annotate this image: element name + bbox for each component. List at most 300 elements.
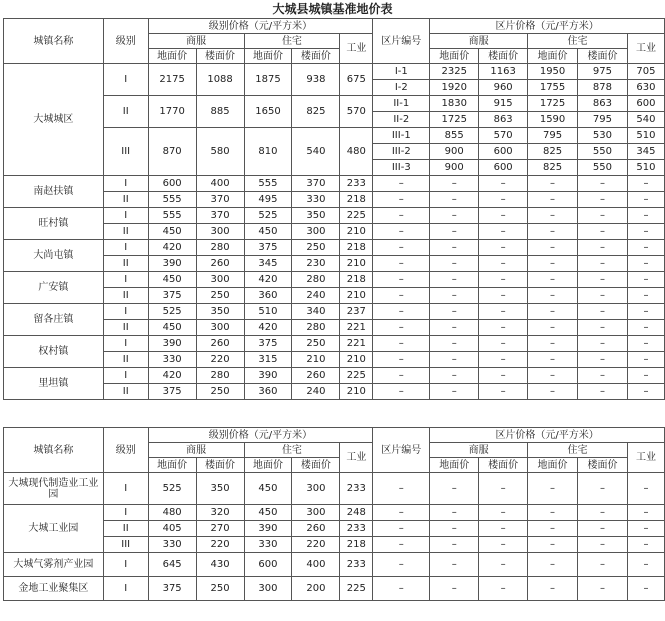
level-cell: I	[103, 505, 148, 521]
price-cell: 218	[340, 272, 373, 288]
price-cell: 280	[196, 368, 244, 384]
level-cell: I	[103, 336, 148, 352]
price-cell: 580	[196, 128, 244, 176]
price-cell: 400	[292, 553, 340, 577]
price-cell: 885	[196, 96, 244, 128]
empty-cell: –	[479, 176, 528, 192]
price-cell: 320	[196, 505, 244, 521]
town-header: 城镇名称	[4, 19, 104, 64]
price-cell: 495	[244, 192, 292, 208]
level-cell: II	[103, 96, 148, 128]
price-cell: 480	[148, 505, 196, 521]
empty-cell: –	[430, 537, 479, 553]
zone-price-cell: 1163	[479, 64, 528, 80]
zone-industrial-header: 工业	[627, 34, 664, 64]
zone-price-cell: 1725	[528, 96, 578, 112]
price-cell: 300	[196, 224, 244, 240]
table-row	[4, 272, 665, 288]
price-cell: 218	[340, 240, 373, 256]
empty-cell: –	[627, 240, 664, 256]
empty-cell: –	[430, 240, 479, 256]
empty-cell: –	[627, 192, 664, 208]
empty-cell: –	[627, 553, 664, 577]
empty-cell: –	[430, 192, 479, 208]
zone-price-cell: 530	[578, 128, 628, 144]
price-cell: 330	[292, 192, 340, 208]
empty-cell: –	[627, 537, 664, 553]
empty-cell: –	[528, 304, 578, 320]
empty-cell: –	[578, 473, 628, 505]
empty-cell: –	[578, 553, 628, 577]
price-cell: 248	[340, 505, 373, 521]
empty-cell: –	[528, 208, 578, 224]
empty-cell: –	[528, 288, 578, 304]
price-cell: 225	[340, 208, 373, 224]
table-row	[4, 368, 665, 384]
residential-header: 住宅	[244, 34, 340, 49]
table-row	[4, 320, 665, 336]
table-row	[4, 64, 665, 80]
price-cell: 825	[292, 96, 340, 128]
empty-cell: –	[528, 384, 578, 400]
table-row	[4, 304, 665, 320]
zone-price-cell: 345	[627, 144, 664, 160]
level-cell: I	[103, 208, 148, 224]
price-cell: 510	[244, 304, 292, 320]
price-cell: 221	[340, 320, 373, 336]
level-cell: II	[103, 521, 148, 537]
table-row	[4, 336, 665, 352]
zone-price-cell: 540	[627, 112, 664, 128]
empty-cell: –	[479, 224, 528, 240]
price-cell: 375	[148, 384, 196, 400]
empty-cell: –	[373, 553, 430, 577]
empty-cell: –	[528, 505, 578, 521]
price-cell: 420	[148, 368, 196, 384]
empty-cell: –	[430, 368, 479, 384]
empty-cell: –	[578, 192, 628, 208]
empty-cell: –	[479, 505, 528, 521]
zone-price-cell: 2325	[430, 64, 479, 80]
price-cell: 600	[244, 553, 292, 577]
level-cell: II	[103, 288, 148, 304]
empty-cell: –	[578, 368, 628, 384]
table-row	[4, 192, 665, 208]
price-cell: 220	[292, 537, 340, 553]
zone-price-cell: 878	[578, 80, 628, 96]
price-cell: 2175	[148, 64, 196, 96]
level-price-header: 级别价格（元/平方米）	[148, 19, 373, 34]
price-cell: 260	[292, 521, 340, 537]
zone-code: I-1	[373, 64, 430, 80]
town-name: 留各庄镇	[4, 304, 104, 336]
price-cell: 220	[196, 352, 244, 368]
price-cell: 360	[244, 384, 292, 400]
level-cell: I	[103, 176, 148, 192]
empty-cell: –	[373, 304, 430, 320]
price-cell: 280	[292, 272, 340, 288]
empty-cell: –	[578, 224, 628, 240]
price-cell: 450	[244, 505, 292, 521]
zone-price-cell: 1590	[528, 112, 578, 128]
zone-floor-price-header: 楼面价	[479, 49, 528, 64]
empty-cell: –	[479, 208, 528, 224]
empty-cell: –	[578, 256, 628, 272]
price-cell: 525	[148, 304, 196, 320]
price-cell: 390	[244, 521, 292, 537]
empty-cell: –	[373, 505, 430, 521]
empty-cell: –	[373, 336, 430, 352]
price-cell: 1770	[148, 96, 196, 128]
town-name: 里坦镇	[4, 368, 104, 400]
price-cell: 370	[196, 208, 244, 224]
zone-price-header: 区片价格（元/平方米）	[430, 428, 665, 443]
commercial-header: 商服	[148, 443, 244, 458]
level-cell: II	[103, 224, 148, 240]
price-cell: 555	[148, 208, 196, 224]
empty-cell: –	[479, 192, 528, 208]
price-cell: 250	[292, 336, 340, 352]
price-cell: 330	[244, 537, 292, 553]
empty-cell: –	[430, 320, 479, 336]
zone-price-cell: 915	[479, 96, 528, 112]
empty-cell: –	[627, 384, 664, 400]
price-cell: 221	[340, 336, 373, 352]
empty-cell: –	[430, 288, 479, 304]
empty-cell: –	[430, 577, 479, 601]
empty-cell: –	[578, 352, 628, 368]
empty-cell: –	[528, 553, 578, 577]
zone-price-cell: 960	[479, 80, 528, 96]
price-cell: 280	[292, 320, 340, 336]
price-cell: 870	[148, 128, 196, 176]
price-cell: 450	[148, 272, 196, 288]
price-cell: 390	[148, 336, 196, 352]
zone-price-cell: 795	[528, 128, 578, 144]
price-cell: 675	[340, 64, 373, 96]
empty-cell: –	[528, 224, 578, 240]
zone-floor-price-header: 楼面价	[578, 49, 628, 64]
floor-price-header: 楼面价	[292, 458, 340, 473]
zone-price-cell: 550	[578, 144, 628, 160]
empty-cell: –	[479, 553, 528, 577]
price-cell: 220	[196, 537, 244, 553]
table-row	[4, 240, 665, 256]
empty-cell: –	[627, 521, 664, 537]
empty-cell: –	[430, 352, 479, 368]
empty-cell: –	[627, 505, 664, 521]
zone-floor-price-header: 楼面价	[479, 458, 528, 473]
zone-code: III-2	[373, 144, 430, 160]
price-cell: 405	[148, 521, 196, 537]
town-name: 南赵扶镇	[4, 176, 104, 208]
zone-code-header: 区片编号	[373, 428, 430, 473]
price-cell: 810	[244, 128, 292, 176]
empty-cell: –	[373, 240, 430, 256]
price-cell: 430	[196, 553, 244, 577]
zone-land-price-header: 地面价	[528, 458, 578, 473]
empty-cell: –	[528, 192, 578, 208]
price-cell: 450	[244, 473, 292, 505]
zone-floor-price-header: 楼面价	[578, 458, 628, 473]
town-name: 旺村镇	[4, 208, 104, 240]
park-name: 大城工业园	[4, 505, 104, 553]
empty-cell: –	[373, 288, 430, 304]
empty-cell: –	[578, 304, 628, 320]
empty-cell: –	[528, 577, 578, 601]
zone-residential-header: 住宅	[528, 34, 628, 49]
zone-code-header: 区片编号	[373, 19, 430, 64]
empty-cell: –	[430, 384, 479, 400]
zone-price-cell: 510	[627, 128, 664, 144]
empty-cell: –	[627, 368, 664, 384]
empty-cell: –	[373, 224, 430, 240]
empty-cell: –	[528, 240, 578, 256]
empty-cell: –	[578, 521, 628, 537]
empty-cell: –	[627, 320, 664, 336]
empty-cell: –	[373, 256, 430, 272]
price-cell: 330	[148, 352, 196, 368]
zone-industrial-header: 工业	[627, 443, 664, 473]
table1-body	[4, 64, 665, 400]
floor-price-header: 楼面价	[292, 49, 340, 64]
table-row	[4, 288, 665, 304]
table-row	[4, 128, 665, 144]
empty-cell: –	[373, 473, 430, 505]
price-cell: 250	[196, 288, 244, 304]
empty-cell: –	[578, 320, 628, 336]
price-cell: 340	[292, 304, 340, 320]
price-cell: 375	[148, 288, 196, 304]
price-cell: 280	[196, 240, 244, 256]
empty-cell: –	[430, 208, 479, 224]
level-cell: I	[103, 368, 148, 384]
price-cell: 200	[292, 577, 340, 601]
price-cell: 233	[340, 473, 373, 505]
price-cell: 540	[292, 128, 340, 176]
price-cell: 375	[148, 577, 196, 601]
level-header: 级别	[103, 428, 148, 473]
price-cell: 420	[148, 240, 196, 256]
price-cell: 300	[196, 320, 244, 336]
table-title: 大城县城镇基准地价表	[272, 2, 393, 16]
empty-cell: –	[430, 521, 479, 537]
price-cell: 938	[292, 64, 340, 96]
price-cell: 210	[340, 288, 373, 304]
zone-code: II-1	[373, 96, 430, 112]
empty-cell: –	[373, 352, 430, 368]
empty-cell: –	[528, 352, 578, 368]
empty-cell: –	[627, 577, 664, 601]
table2-body	[4, 473, 665, 601]
empty-cell: –	[479, 577, 528, 601]
level-cell: III	[103, 537, 148, 553]
park-name: 大城现代制造业工业园	[4, 473, 104, 505]
price-cell: 420	[244, 272, 292, 288]
zone-price-cell: 550	[578, 160, 628, 176]
zone-price-cell: 825	[528, 160, 578, 176]
price-cell: 240	[292, 384, 340, 400]
empty-cell: –	[627, 256, 664, 272]
zone-land-price-header: 地面价	[528, 49, 578, 64]
industrial-header: 工业	[340, 443, 373, 473]
empty-cell: –	[627, 272, 664, 288]
zone-residential-header: 住宅	[528, 443, 628, 458]
zone-price-cell: 1920	[430, 80, 479, 96]
empty-cell: –	[578, 505, 628, 521]
zone-commercial-header: 商服	[430, 443, 528, 458]
floor-price-header: 楼面价	[196, 458, 244, 473]
price-cell: 370	[196, 192, 244, 208]
empty-cell: –	[373, 272, 430, 288]
empty-cell: –	[373, 521, 430, 537]
empty-cell: –	[430, 256, 479, 272]
empty-cell: –	[430, 224, 479, 240]
empty-cell: –	[528, 521, 578, 537]
price-cell: 450	[148, 320, 196, 336]
zone-code: III-1	[373, 128, 430, 144]
price-cell: 260	[292, 368, 340, 384]
zone-price-cell: 1950	[528, 64, 578, 80]
empty-cell: –	[627, 336, 664, 352]
zone-price-cell: 600	[479, 160, 528, 176]
zone-code: II-2	[373, 112, 430, 128]
park-name: 金地工业聚集区	[4, 577, 104, 601]
table-row	[4, 384, 665, 400]
empty-cell: –	[479, 384, 528, 400]
level-cell: I	[103, 272, 148, 288]
empty-cell: –	[479, 368, 528, 384]
price-cell: 210	[340, 384, 373, 400]
zone-price-cell: 705	[627, 64, 664, 80]
empty-cell: –	[430, 176, 479, 192]
empty-cell: –	[627, 176, 664, 192]
level-cell: II	[103, 192, 148, 208]
empty-cell: –	[627, 304, 664, 320]
zone-price-cell: 600	[479, 144, 528, 160]
zone-price-header: 区片价格（元/平方米）	[430, 19, 665, 34]
price-cell: 250	[292, 240, 340, 256]
price-cell: 225	[340, 577, 373, 601]
empty-cell: –	[578, 240, 628, 256]
residential-header: 住宅	[244, 443, 340, 458]
price-cell: 233	[340, 521, 373, 537]
empty-cell: –	[479, 521, 528, 537]
empty-cell: –	[430, 304, 479, 320]
price-cell: 600	[148, 176, 196, 192]
zone-price-cell: 863	[578, 96, 628, 112]
empty-cell: –	[479, 272, 528, 288]
zone-price-cell: 510	[627, 160, 664, 176]
industrial-header: 工业	[340, 34, 373, 64]
price-cell: 210	[292, 352, 340, 368]
level-cell: I	[103, 304, 148, 320]
town-name: 大尚屯镇	[4, 240, 104, 272]
price-cell: 330	[148, 537, 196, 553]
level-price-header: 级别价格（元/平方米）	[148, 428, 373, 443]
empty-cell: –	[578, 288, 628, 304]
town-name: 广安镇	[4, 272, 104, 304]
table-row	[4, 577, 665, 601]
empty-cell: –	[528, 368, 578, 384]
empty-cell: –	[528, 176, 578, 192]
empty-cell: –	[430, 272, 479, 288]
empty-cell: –	[373, 577, 430, 601]
table-row	[4, 176, 665, 192]
price-cell: 260	[196, 256, 244, 272]
price-cell: 230	[292, 256, 340, 272]
zone-code: III-3	[373, 160, 430, 176]
price-cell: 420	[244, 320, 292, 336]
price-cell: 370	[292, 176, 340, 192]
price-cell: 300	[292, 473, 340, 505]
level-cell: I	[103, 240, 148, 256]
price-cell: 1650	[244, 96, 292, 128]
empty-cell: –	[430, 505, 479, 521]
price-cell: 233	[340, 553, 373, 577]
zone-price-cell: 630	[627, 80, 664, 96]
price-cell: 300	[244, 577, 292, 601]
level-cell: I	[103, 553, 148, 577]
price-cell: 350	[196, 473, 244, 505]
empty-cell: –	[373, 320, 430, 336]
town-name: 大城城区	[4, 64, 104, 176]
empty-cell: –	[430, 553, 479, 577]
empty-cell: –	[373, 384, 430, 400]
empty-cell: –	[479, 336, 528, 352]
empty-cell: –	[627, 288, 664, 304]
price-cell: 400	[196, 176, 244, 192]
empty-cell: –	[479, 288, 528, 304]
price-cell: 525	[244, 208, 292, 224]
land-price-table	[3, 18, 665, 400]
empty-cell: –	[528, 256, 578, 272]
price-cell: 250	[196, 577, 244, 601]
price-cell: 350	[196, 304, 244, 320]
price-cell: 1088	[196, 64, 244, 96]
price-cell: 555	[244, 176, 292, 192]
empty-cell: –	[578, 176, 628, 192]
price-cell: 390	[148, 256, 196, 272]
price-cell: 480	[340, 128, 373, 176]
zone-price-cell: 825	[528, 144, 578, 160]
price-cell: 390	[244, 368, 292, 384]
park-name: 大城气雾剂产业园	[4, 553, 104, 577]
price-cell: 210	[340, 256, 373, 272]
zone-price-cell: 600	[627, 96, 664, 112]
level-header: 级别	[103, 19, 148, 64]
price-cell: 450	[244, 224, 292, 240]
empty-cell: –	[528, 320, 578, 336]
empty-cell: –	[627, 224, 664, 240]
price-cell: 210	[340, 224, 373, 240]
empty-cell: –	[479, 473, 528, 505]
zone-price-cell: 975	[578, 64, 628, 80]
price-cell: 210	[340, 352, 373, 368]
empty-cell: –	[578, 336, 628, 352]
price-cell: 233	[340, 176, 373, 192]
zone-price-cell: 863	[479, 112, 528, 128]
empty-cell: –	[373, 537, 430, 553]
empty-cell: –	[373, 208, 430, 224]
town-name: 权村镇	[4, 336, 104, 368]
empty-cell: –	[479, 240, 528, 256]
empty-cell: –	[430, 336, 479, 352]
empty-cell: –	[578, 208, 628, 224]
land-price-header: 地面价	[244, 458, 292, 473]
land-price-header: 地面价	[148, 458, 196, 473]
empty-cell: –	[373, 176, 430, 192]
